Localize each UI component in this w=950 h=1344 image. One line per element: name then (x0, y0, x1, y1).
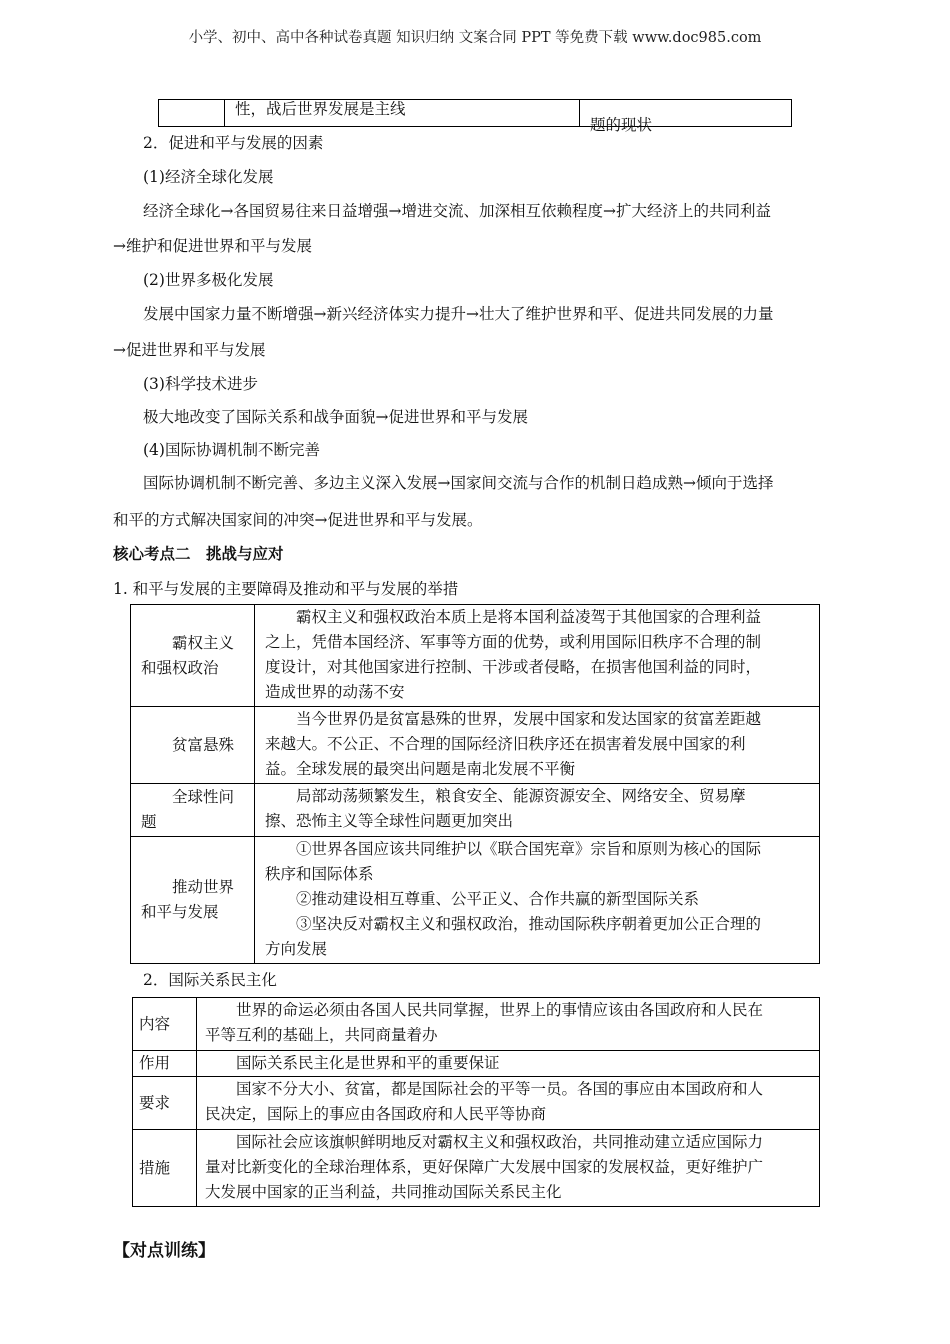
row-label: 霸权主义 和强权政治 (131, 605, 255, 707)
item-text: 发展中国家力量不断增强→新兴经济体实力提升→壮大了维护世界和平、促进共同发展的力量 (143, 305, 774, 323)
obstacles-table (130, 604, 820, 964)
row-label: 要求 (133, 1077, 197, 1130)
item-text-cont: →促进世界和平与发展 (113, 341, 266, 359)
top-table-fragment (158, 99, 792, 134)
row-content: 局部动荡频繁发生，粮食安全、能源资源安全、网络安全、贸易摩 擦、恐怖主义等全球性问题更加突出 (255, 784, 820, 837)
row-label: 全球性问 题 (131, 784, 255, 837)
table-row (131, 784, 820, 837)
row-content: 国际关系民主化是世界和平的重要保证 (197, 1051, 820, 1077)
top-table-cell-text: 性，战后世界发展是主线 (225, 100, 580, 127)
row-label: 贫富悬殊 (131, 707, 255, 784)
row-content: 国家不分大小、贫富，都是国际社会的平等一员。各国的事应由本国政府和人 民决定，国际上的事应由各国政府和人民平等协商 (197, 1077, 820, 1130)
practice-heading: 【对点训练】 (113, 1241, 215, 1261)
row-content: 世界的命运必须由各国人民共同掌握，世界上的事情应该由各国政府和人民在 平等互利的基础上，共同商量着办 (197, 998, 820, 1051)
item-text: 国际协调机制不断完善、多边主义深入发展→国家间交流与合作的机制日趋成熟→倾向于选择 (143, 474, 774, 492)
item-title: (1)经济全球化发展 (143, 168, 274, 186)
section-heading: 2．促进和平与发展的因素 (143, 134, 324, 152)
table-row (133, 998, 820, 1051)
table-row (131, 707, 820, 784)
top-table-cell-empty (159, 100, 225, 127)
table-row (133, 1130, 820, 1207)
table-row (131, 605, 820, 707)
row-label: 内容 (133, 998, 197, 1051)
row-content: 国际社会应该旗帜鲜明地反对霸权主义和强权政治，共同推动建立适应国际力 量对比新变化的全球治理体系，更好保障广大发展中国家的发展权益，更好维护广 大发展中国家的正当利益，共同推动国际关系民主化 (197, 1130, 820, 1207)
item-text: 经济全球化→各国贸易往来日益增强→增进交流、加深相互依赖程度→扩大经济上的共同利益 (143, 202, 771, 220)
row-label: 推动世界 和平与发展 (131, 837, 255, 964)
item-text-cont: →维护和促进世界和平与发展 (113, 237, 312, 255)
table-row (133, 1051, 820, 1077)
item-text-cont: 和平的方式解决国家间的冲突→促进世界和平与发展。 (113, 511, 483, 529)
page-header: 小学、初中、高中各种试卷真题 知识归纳 文案合同 PPT 等免费下载 www.doc985.com (188, 30, 762, 46)
item-title: (3)科学技术进步 (143, 375, 258, 393)
row-content: 霸权主义和强权政治本质上是将本国利益凌驾于其他国家的合理利益 之上，凭借本国经济、军事等方面的优势，或利用国际旧秩序不合理的制 度设计，对其他国家进行控制、干涉或者侵略，在损害他国利益的同时， 造成世界的动荡不安 (255, 605, 820, 707)
row-content: ①世界各国应该共同维护以《联合国宪章》宗旨和原则为核心的国际 秩序和国际体系 ②推动建设相互尊重、公平正义、合作共赢的新型国际关系 ③坚决反对霸权主义和强权政治，推动国际秩序朝着更加公正合理的 方向发展 (255, 837, 820, 964)
item-text: 极大地改变了国际关系和战争面貌→促进世界和平与发展 (143, 408, 528, 426)
item-title: (4)国际协调机制不断完善 (143, 441, 320, 459)
core-subheading: 1. 和平与发展的主要障碍及推动和平与发展的举措 (113, 580, 459, 598)
democracy-table (132, 997, 820, 1207)
democracy-heading: 2．国际关系民主化 (143, 971, 277, 989)
top-table-cell-text-2: 题的现状 (580, 100, 792, 127)
row-label: 作用 (133, 1051, 197, 1077)
row-label: 措施 (133, 1130, 197, 1207)
row-content: 当今世界仍是贫富悬殊的世界，发展中国家和发达国家的贫富差距越 来越大。不公正、不合理的国际经济旧秩序还在损害着发展中国家的利 益。全球发展的最突出问题是南北发展不平衡 (255, 707, 820, 784)
core-heading: 核心考点二 挑战与应对 (113, 545, 284, 563)
table-row (133, 1077, 820, 1130)
table-row (131, 837, 820, 964)
item-title: (2)世界多极化发展 (143, 271, 274, 289)
